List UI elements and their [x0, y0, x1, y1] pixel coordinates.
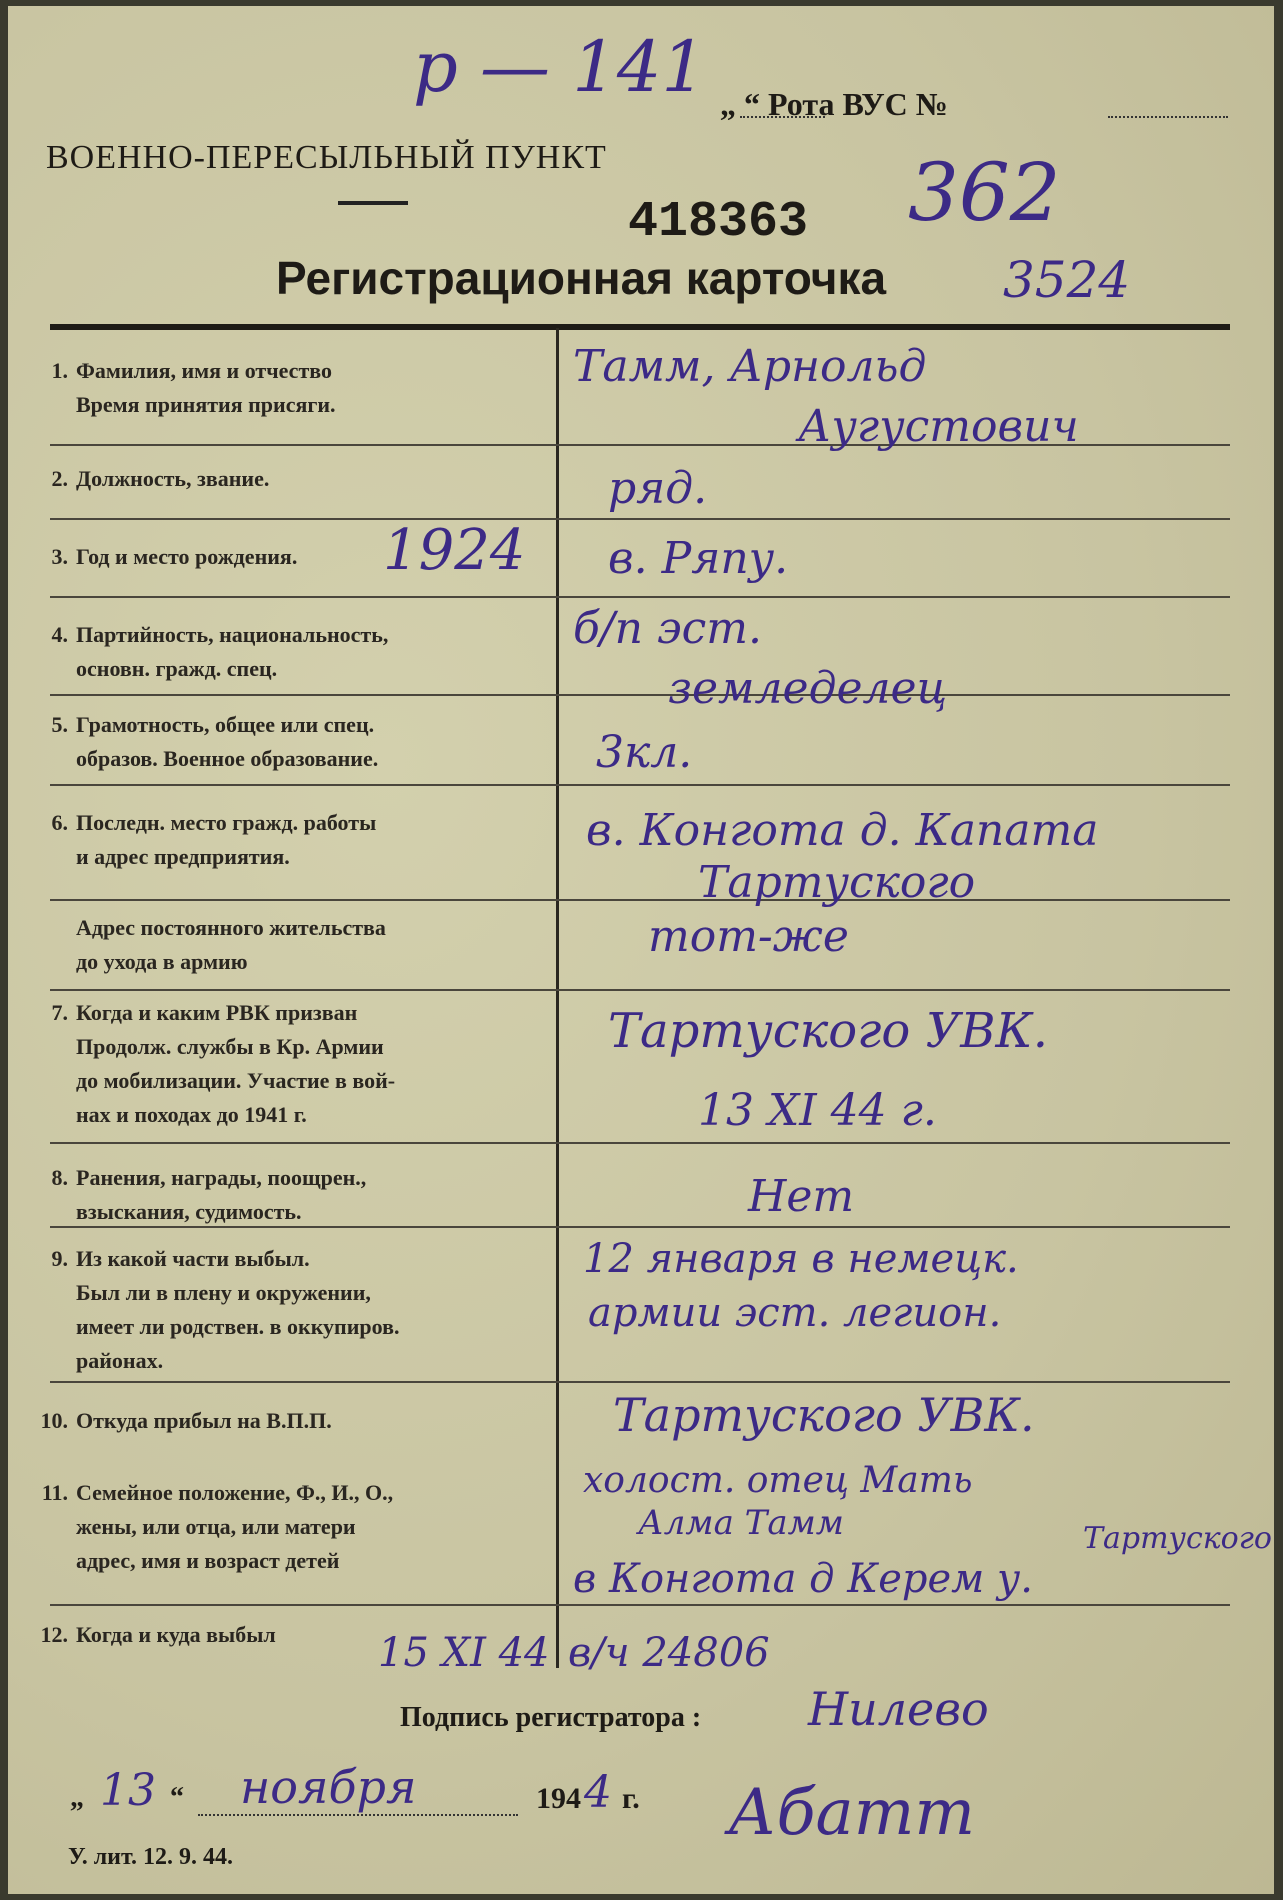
date-quote-close: “ [170, 1782, 184, 1813]
institution-underline [338, 201, 408, 205]
answer-address: тот-же [648, 911, 849, 962]
answer-departed-place: в/ч 24806 [568, 1630, 770, 1676]
handwritten-vus-number: 362 [908, 146, 1061, 239]
registration-card [8, 6, 1274, 1894]
print-code: У. лит. 12. 9. 44. [68, 1844, 233, 1870]
field-label-name: 1. Фамилия, имя и отчество Время принятия присяги. [51, 358, 336, 417]
answer-conscription-line1: Тартуского УВК. [608, 1003, 1048, 1059]
row-separator [50, 1381, 1230, 1383]
answer-unit-line1: 12 января в немецк. [583, 1236, 1019, 1282]
vus-dots [1108, 116, 1228, 118]
answer-family-line3: Тартуского [1083, 1521, 1272, 1556]
page-title: Регистрационная карточка [276, 252, 887, 304]
field-label-conscription: 7. Когда и каким РВК призван Продолж. службы в Кр. Армии до мобилизации. Участие в вой- нах и походах до 1941 г. [51, 1000, 396, 1127]
answer-family-line2: Алма Тамм [638, 1503, 844, 1543]
answer-birth-place: в. Ряпу. [608, 533, 789, 584]
field-label-position: 2. Должность, звание. [51, 466, 270, 491]
date-year-prefix: 194 [536, 1782, 581, 1815]
column-divider [556, 328, 559, 1668]
date-dots [198, 1814, 518, 1816]
field-label-party: 4. Партийность, национальность, основн. гражд. спец. [51, 622, 389, 681]
answer-name-line2: Аугустович [798, 401, 1079, 452]
answer-position: ряд. [608, 463, 708, 514]
row-separator [50, 518, 1230, 520]
field-label-wounds: 8. Ранения, награды, поощрен., взыскания, судимость. [51, 1165, 367, 1224]
institution-name: ВОЕННО-ПЕРЕСЫЛЬНЫЙ ПУНКТ [46, 139, 607, 176]
rota-vus-label: „ “ Рота ВУС № [720, 86, 948, 122]
answer-birth-year: 1924 [383, 518, 526, 583]
row-separator [50, 989, 1230, 991]
handwritten-title-number: 3524 [1003, 251, 1131, 309]
card-number: 418363 [628, 194, 809, 251]
date-year-digit: 4 [584, 1767, 612, 1818]
handwritten-file-number: р — 141 [413, 26, 706, 108]
field-label-unit: 9. Из какой части выбыл. Был ли в плену и окружении, имеет ли родствен. в оккупиров. районах. [51, 1246, 400, 1373]
field-label-birth: 3. Год и место рождения. [51, 544, 298, 569]
top-rule [50, 324, 1230, 330]
field-label-family: 11. Семейное положение, Ф., И., О., жены, или отца, или матери адрес, имя и возраст детей [41, 1480, 394, 1573]
answer-family-line4: в Конгота д Керем у. [573, 1556, 1033, 1602]
row-separator [50, 784, 1230, 786]
answer-specialty: земледелец [668, 663, 948, 714]
registrar-signature-label: Подпись регистратора : [400, 1702, 702, 1733]
registrar-signature: Нилево [808, 1682, 989, 1736]
answer-name-line1: Тамм, Арнольд [573, 341, 927, 392]
answer-arrived-from: Тартуского УВК. [613, 1388, 1035, 1442]
field-label-address: Адрес постоянного жительства до ухода в армию [76, 915, 386, 974]
date-year-suffix: г. [622, 1782, 640, 1815]
row-separator [50, 1142, 1230, 1144]
row-separator [50, 899, 1230, 901]
rota-dots [740, 116, 825, 118]
second-signature: Абатт [728, 1776, 976, 1850]
answer-education: 3кл. [596, 727, 693, 778]
answer-last-work-line2: Тартуского [698, 857, 976, 908]
field-label-arrived-from: 10. Откуда прибыл на В.П.П. [40, 1408, 332, 1433]
row-separator [50, 1604, 1230, 1606]
field-label-education: 5. Грамотность, общее или спец. образов. Военное образование. [51, 712, 379, 771]
answer-unit-line2: армии эст. легион. [588, 1290, 1002, 1336]
answer-conscription-line2: 13 XI 44 г. [698, 1085, 937, 1136]
field-label-last-work: 6. Последн. место гражд. работы и адрес предприятия. [51, 810, 377, 869]
answer-last-work-line1: в. Конгота д. Капата [586, 805, 1099, 856]
row-separator [50, 694, 1230, 696]
answer-party: б/п эст. [573, 603, 762, 654]
answer-family-line1: холост. отец Мать [583, 1460, 973, 1501]
answer-wounds: Нет [748, 1171, 855, 1222]
answer-departed-date: 15 XI 44 [378, 1630, 550, 1676]
date-month: ноября [240, 1760, 417, 1814]
field-label-departed: 12. Когда и куда выбыл [40, 1622, 276, 1647]
date-day: 13 [100, 1765, 156, 1816]
row-separator [50, 596, 1230, 598]
date-quote-open: „ [70, 1782, 84, 1813]
